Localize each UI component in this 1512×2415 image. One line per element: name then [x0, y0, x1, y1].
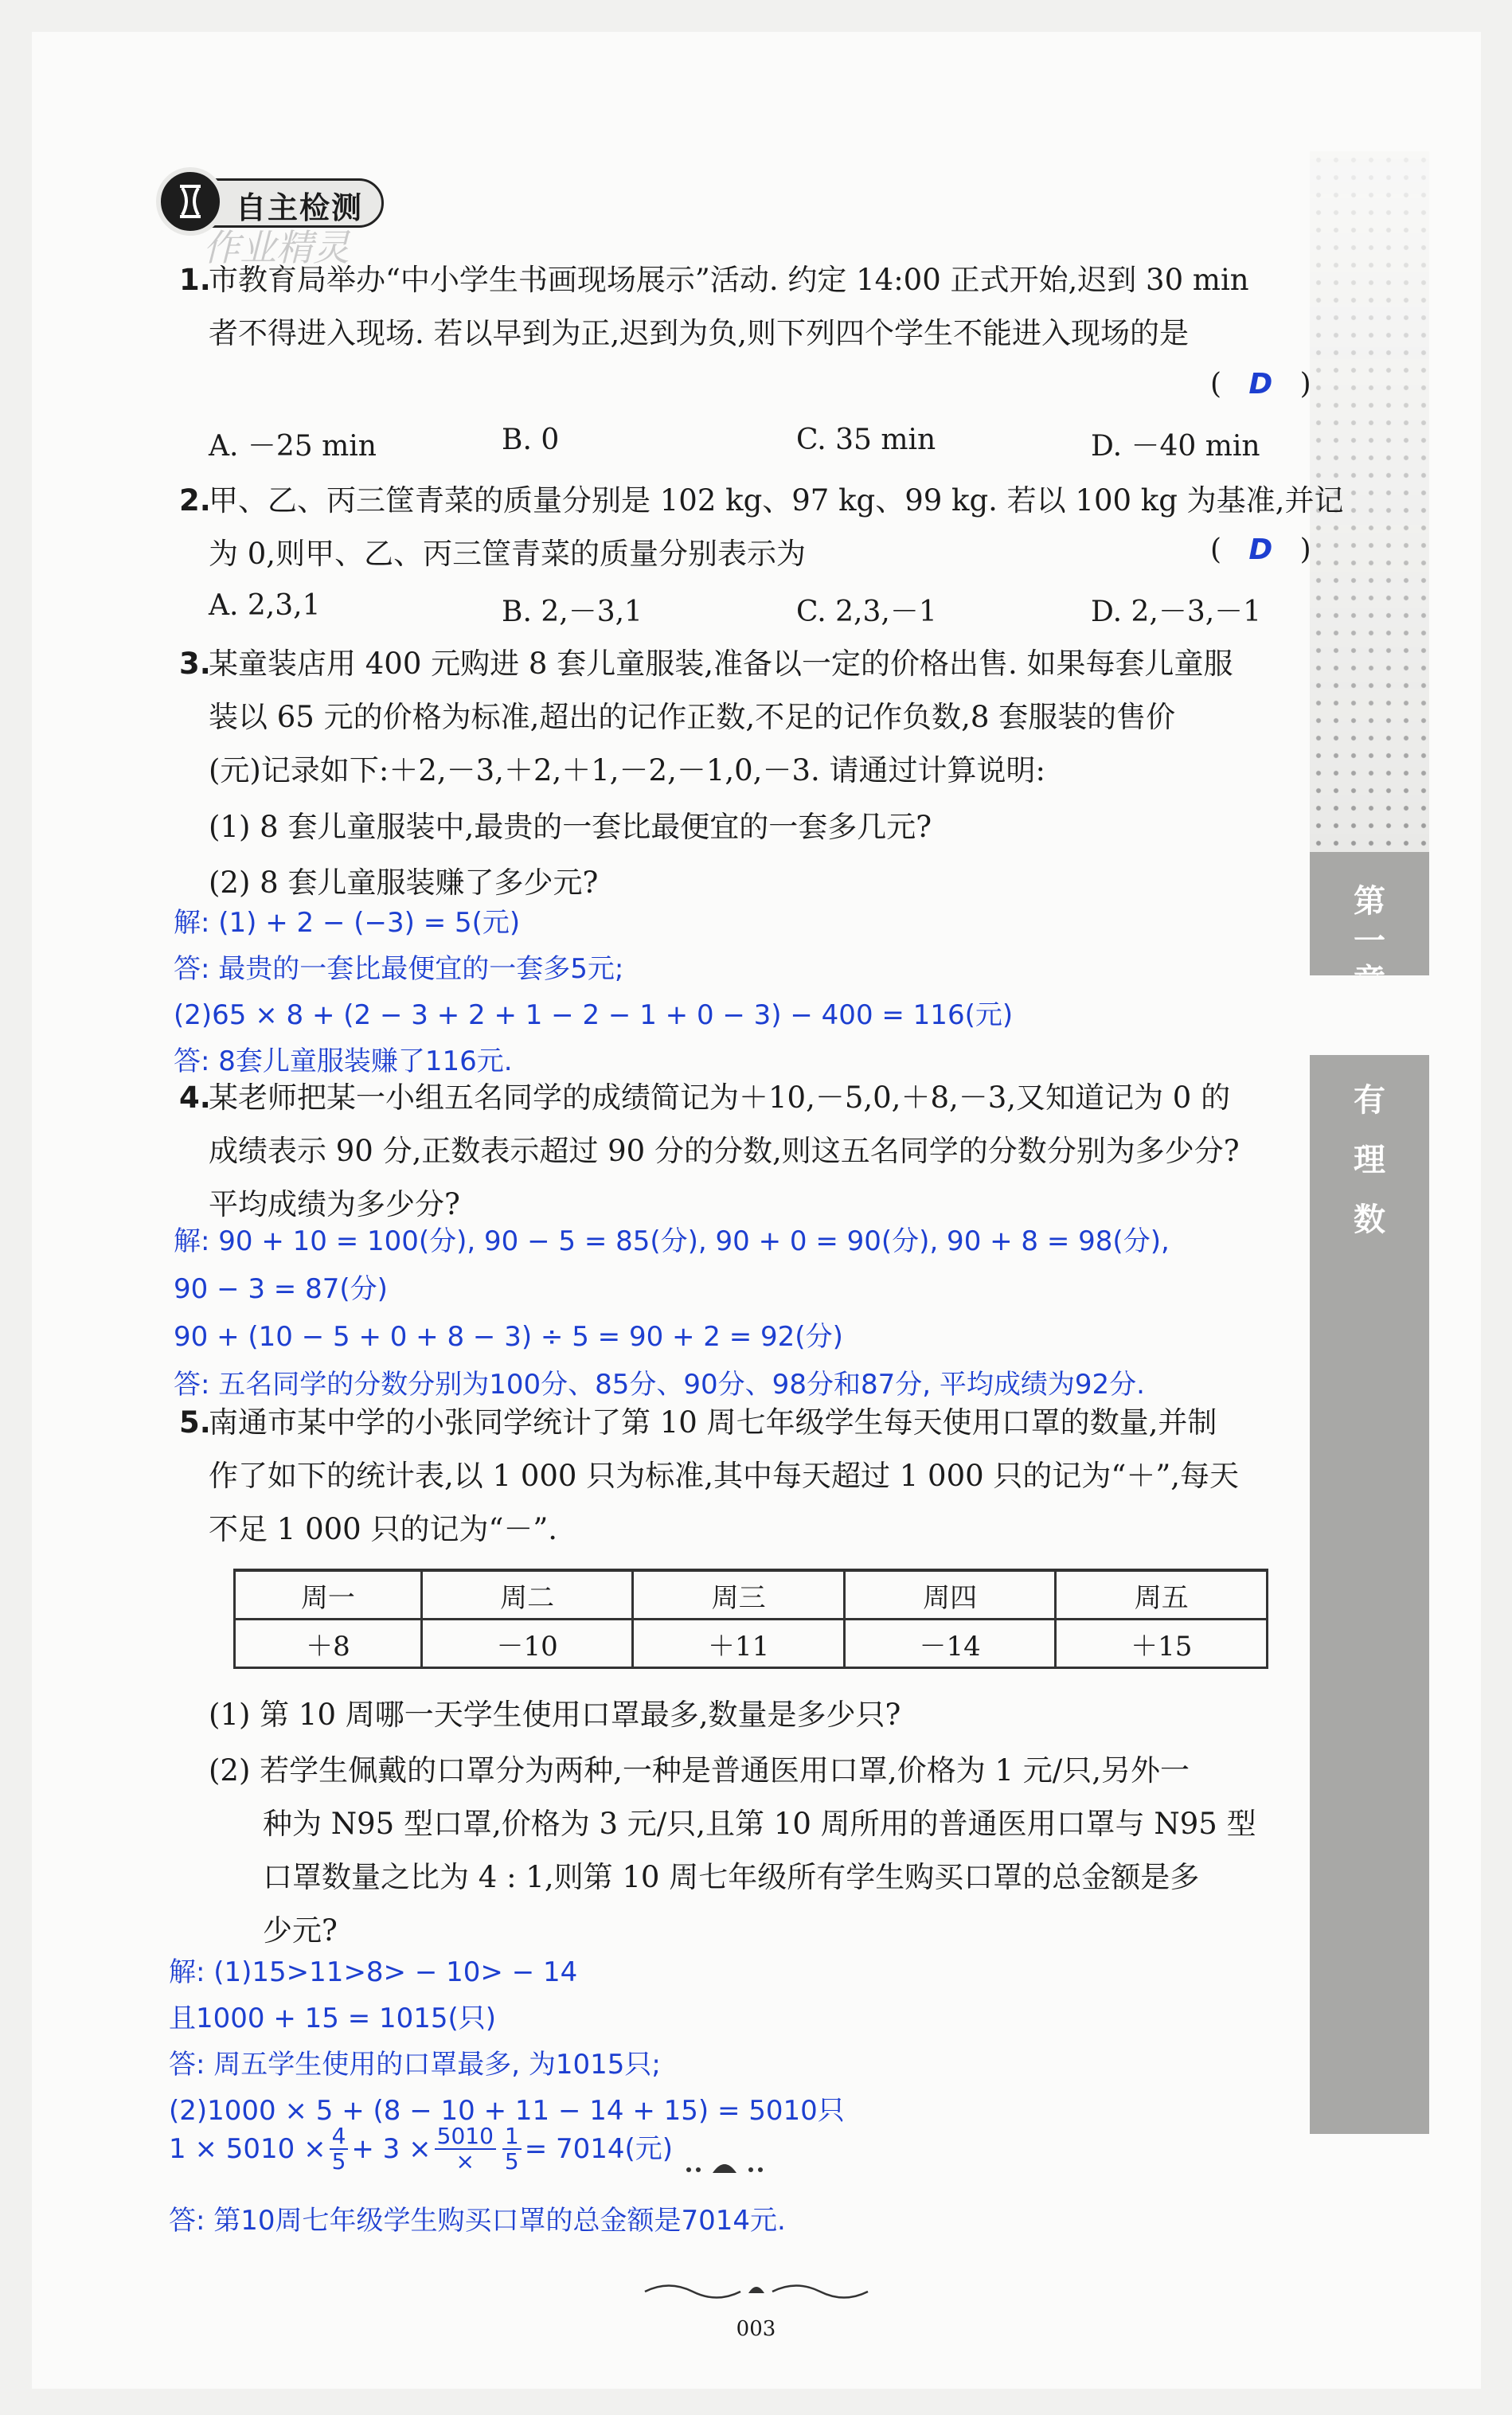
table-cell: －10: [421, 1620, 633, 1668]
question-5-sub2-line3: 口罩数量之比为 4 : 1,则第 10 周七年级所有学生购买口罩的总金额是多: [263, 1860, 1200, 1894]
topic-char-2: 理: [1354, 1141, 1385, 1178]
question-3-answer-2: 答: 最贵的一套比最便宜的一套多5元;: [174, 953, 624, 985]
question-5-sub2-line2: 种为 N95 型口罩,价格为 3 元/只,且第 10 周所用的普通医用口罩与 N95 型: [263, 1807, 1256, 1841]
question-1-option-d: D. －40 min: [1091, 430, 1260, 463]
page-number: 003: [736, 2317, 776, 2341]
question-1-number: 1.: [179, 263, 211, 297]
question-4-number: 4.: [179, 1080, 211, 1115]
table-cell: －14: [844, 1620, 1056, 1668]
question-2-option-a: A. 2,3,1: [209, 589, 321, 622]
question-5-sub2-line1: (2) 若学生佩戴的口罩分为两种,一种是普通医用口罩,价格为 1 元/只,另外一: [209, 1753, 1190, 1788]
question-3-line2: 装以 65 元的价格为标准,超出的记作正数,不足的记作负数,8 套服装的售价: [209, 700, 1176, 734]
question-3-sub2: (2) 8 套儿童服装赚了多少元?: [209, 866, 599, 900]
question-4-answer-1: 解: 90 + 10 = 100(分), 90 − 5 = 85(分), 90 + 0 = 90(分), 90 + 8 = 98(分),: [174, 1225, 1170, 1257]
question-2-line2: 为 0,则甲、乙、丙三筐青菜的质量分别表示为: [209, 537, 807, 571]
table-header-cell: 周四: [844, 1570, 1056, 1620]
side-tab-gap: [1310, 975, 1429, 1055]
chapter-char-1: 第: [1354, 882, 1385, 920]
table-cell: ＋8: [235, 1620, 422, 1668]
question-5-answer-5: 1 × 5010 × $\frac{4}{5}$ + 3 × $\frac{5010}{\times}$ $\frac{1}{5}$ = 7014(元): [169, 2123, 674, 2175]
mask-usage-table: [233, 1569, 1268, 1669]
section-title: 自主检测: [236, 190, 364, 225]
fraction: $\frac{5010}{\times}$: [435, 2124, 496, 2174]
table-header-row: [235, 1570, 1268, 1620]
question-2-option-b: B. 2,－3,1: [502, 596, 643, 628]
question-5-answer-2: 且1000 + 15 = 1015(只): [169, 2003, 497, 2034]
question-1-option-c: C. 35 min: [796, 424, 936, 456]
question-5-line3: 不足 1 000 只的记为“－”.: [209, 1512, 558, 1546]
question-2-option-c: C. 2,3,－1: [796, 596, 937, 628]
question-5-answer-1: 解: (1)15>11>8> − 10> − 14: [169, 1956, 578, 1988]
question-1-option-b: B. 0: [502, 424, 560, 456]
question-1-answer: D: [1248, 368, 1273, 401]
table-header-cell: 周三: [633, 1570, 845, 1620]
question-5-answer-3: 答: 周五学生使用的口罩最多, 为1015只;: [169, 2049, 661, 2081]
question-1-line1: 市教育局举办“中小学生书画现场展示”活动. 约定 14:00 正式开始,迟到 30 min: [209, 263, 1249, 297]
question-2-option-d: D. 2,－3,－1: [1091, 596, 1262, 628]
question-2-answer: D: [1248, 533, 1273, 566]
question-3-line1: 某童装店用 400 元购进 8 套儿童服装,准备以一定的价格出售. 如果每套儿童服: [209, 647, 1233, 681]
topic-char-1: 有: [1354, 1081, 1385, 1119]
fraction: $\frac{4}{5}$: [330, 2124, 349, 2174]
question-5-sub2-line4: 少元?: [263, 1913, 338, 1948]
table-header-cell: 周二: [421, 1570, 633, 1620]
watermark-text: 作业精灵: [203, 226, 350, 269]
question-3-number: 3.: [179, 647, 211, 681]
question-5-sub1: (1) 第 10 周哪一天学生使用口罩最多,数量是多少只?: [209, 1698, 901, 1732]
question-1-line2: 者不得进入现场. 若以早到为正,迟到为负,则下列四个学生不能进入现场的是: [209, 316, 1190, 350]
footer-ornament-icon: [637, 2276, 876, 2311]
question-5-line1: 南通市某中学的小张同学统计了第 10 周七年级学生每天使用口罩的数量,并制: [209, 1405, 1217, 1440]
question-3-answer-4: 答: 8套儿童服装赚了116元.: [174, 1045, 513, 1077]
table-cell: ＋15: [1056, 1620, 1268, 1668]
question-3-sub1: (1) 8 套儿童服装中,最贵的一套比最便宜的一套多几元?: [209, 810, 932, 844]
decorative-ornament-icon: [681, 2154, 768, 2184]
question-2-line1: 甲、乙、丙三筐青菜的质量分别是 102 kg、97 kg、99 kg. 若以 100 kg 为基准,并记: [209, 483, 1344, 518]
question-4-answer-3: 90 + (10 − 5 + 0 + 8 − 3) ÷ 5 = 90 + 2 = 92(分): [174, 1321, 843, 1353]
topic-char-3: 数: [1354, 1201, 1385, 1238]
question-3-answer-3: (2)65 × 8 + (2 − 3 + 2 + 1 − 2 − 1 + 0 − 3) − 400 = 116(元): [174, 999, 1014, 1031]
question-4-line2: 成绩表示 90 分,正数表示超过 90 分的分数,则这五名同学的分数分别为多少分?: [209, 1134, 1240, 1168]
question-4-line1: 某老师把某一小组五名同学的成绩简记为＋10,－5,0,＋8,－3,又知道记为 0 的: [209, 1080, 1231, 1115]
question-4-answer-4: 答: 五名同学的分数分别为100分、85分、90分、98分和87分, 平均成绩为92分.: [174, 1369, 1145, 1401]
question-3-answer-1: 解: (1) + 2 − (−3) = 5(元): [174, 907, 521, 939]
question-2-number: 2.: [179, 483, 211, 518]
question-2-answer-bracket: ( D ): [1210, 533, 1311, 566]
question-3-line3: (元)记录如下:＋2,－3,＋2,＋1,－2,－1,0,－3. 请通过计算说明:: [209, 753, 1045, 787]
table-header-cell: 周一: [235, 1570, 422, 1620]
fraction: $\frac{1}{5}$: [502, 2124, 522, 2174]
question-4-line3: 平均成绩为多少分?: [209, 1187, 460, 1221]
chapter-char-2: 一: [1354, 922, 1385, 959]
question-5-line2: 作了如下的统计表,以 1 000 只为标准,其中每天超过 1 000 只的记为“＋”,每天: [209, 1459, 1240, 1493]
table-row: [235, 1620, 1268, 1668]
question-1-option-a: A. －25 min: [209, 430, 377, 463]
question-4-answer-2: 90 − 3 = 87(分): [174, 1273, 388, 1305]
question-5-answer-4: (2)1000 × 5 + (8 − 10 + 11 − 14 + 15) = 5010只: [169, 2095, 845, 2127]
question-5-answer-6: 答: 第10周七年级学生购买口罩的总金额是7014元.: [169, 2205, 786, 2237]
question-1-answer-bracket: ( D ): [1210, 368, 1311, 401]
table-cell: ＋11: [633, 1620, 845, 1668]
question-5-number: 5.: [179, 1405, 211, 1440]
table-header-cell: 周五: [1056, 1570, 1268, 1620]
